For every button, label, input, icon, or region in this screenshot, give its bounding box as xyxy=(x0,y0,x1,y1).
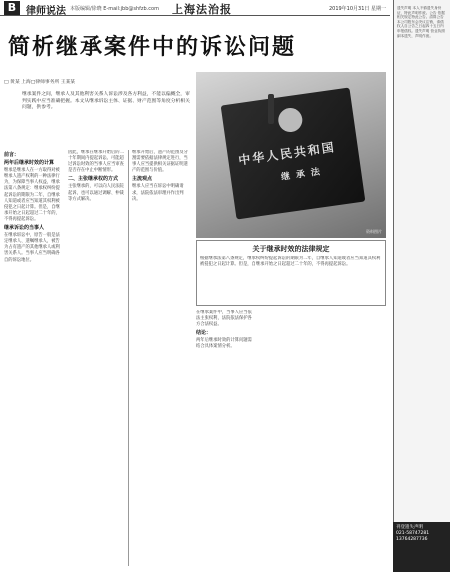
footer-line-2: 021-58747281 xyxy=(396,531,430,536)
column-2 xyxy=(68,150,128,566)
column-3 xyxy=(132,150,192,566)
col2-paragraph: 因此，继承在继承开始后的二十年期间内提起诉讼。可能超过诉讼时效的当事人应当审查是否存在中止中断情形。 xyxy=(68,150,124,174)
book-title: 中华人民共和国 xyxy=(237,140,337,168)
col3-paragraph: 继承开始后，遗产的范围及分割需要依据法律规定进行，当事人应当提供相关证据证明遗产的范围与价值。 xyxy=(132,150,188,174)
article-photo xyxy=(196,72,386,238)
classified-text: 遗失声明 本人不慎遗失身份证，特此声明作废。公告 依据相关规定特此公告。清算公告 本公司股东会决议注销，请债权人自公告之日起四十五日内申报债权。遗失声明 营业执照副本遗失，声明作废。 xyxy=(397,6,445,38)
footer-line-1: 刊登遗失声明 xyxy=(396,525,423,530)
column-1 xyxy=(4,150,64,566)
col2-paragraph-2: 主张继承的，可以向人民法院起诉，也可以通过调解、仲裁等方式解决。 xyxy=(68,184,124,202)
byline: □ 黄某 上海□律师事务所 王某某 xyxy=(4,80,76,85)
col2-heading: 二、主张继承权的方式 xyxy=(68,176,119,183)
page-header xyxy=(0,0,390,16)
ad-footer xyxy=(393,522,450,572)
col3-paragraph-2: 继承人应当在诉讼中明确请求，法院依法审理并作出判决。 xyxy=(132,184,184,202)
book-subtitle: 继承法 xyxy=(280,166,327,183)
lead-paragraph: 继承案件之间，继承人及其他利害关系人诉讼涉及各方利益，不能以偏概全，审判实践中应当准确把握。本文从继承诉讼主体、证据、财产范围等角度分析相关问题，供参考。 xyxy=(22,92,190,111)
photo-credit: 资料图片 xyxy=(366,229,382,234)
col4-heading: 结论： xyxy=(196,330,212,337)
col1-heading-2: 继承诉讼的当事人 xyxy=(4,225,45,232)
law-book-image xyxy=(221,88,366,220)
info-box-text: 根据继承法第八条规定，继承权纠纷提起诉讼的期限为二年，自继承人知道或者应当知道其权利被侵犯之日起计算。但是，自继承开始之日起超过二十年的，不得再提起诉讼。 xyxy=(200,256,381,268)
article-title: 简析继承案件中的诉讼问题 xyxy=(8,35,297,60)
col1-subheading: 两年后继承时效的计算 xyxy=(4,160,55,167)
editor-meta: 本版编辑/徐晓 E-mail:jbb@shfzb.com xyxy=(70,6,159,12)
col1-heading: 前言： xyxy=(4,152,20,158)
col4-paragraph: 在继承案件中，当事人应当依法主张权利，法院依法保护各方合法权益。 xyxy=(196,310,252,328)
column-4 xyxy=(196,310,256,566)
col3-heading: 主流观点 xyxy=(132,176,153,183)
column-divider xyxy=(128,150,129,566)
col1-paragraph-2: 在继承诉讼中，原告一般是法定继承人、遗嘱继承人，被告为占有遗产的其他继承人或利害关系人。当事人应当明确各自的诉讼地位。 xyxy=(4,233,60,263)
figure-icon xyxy=(268,94,274,124)
emblem-icon xyxy=(277,106,304,133)
footer-line-3: 13764287736 xyxy=(396,537,428,542)
section-title: 律师说法 xyxy=(26,6,66,17)
col4-paragraph-2: 两年后继承时效的计算问题需结合具体案情分析。 xyxy=(196,338,252,350)
paper-name: 上海法治报 xyxy=(172,3,232,16)
col1-paragraph: 继承是继承人在一方取得对被继承人遗产权利的一种法律行为，为保障当事人权益，继承法第八条规定：继承权纠纷提起诉讼的期限为二年，自继承人知道或者应当知道其权利被侵犯之日起计算。但是，自继承开始之日起超过二十年的，不得再提起诉讼。 xyxy=(4,168,60,222)
issue-date: 2019年10月31日 星期一 xyxy=(328,6,386,12)
section-logo: B xyxy=(4,1,20,15)
info-box-title: 关于继承时效的法律规定 xyxy=(252,245,330,253)
